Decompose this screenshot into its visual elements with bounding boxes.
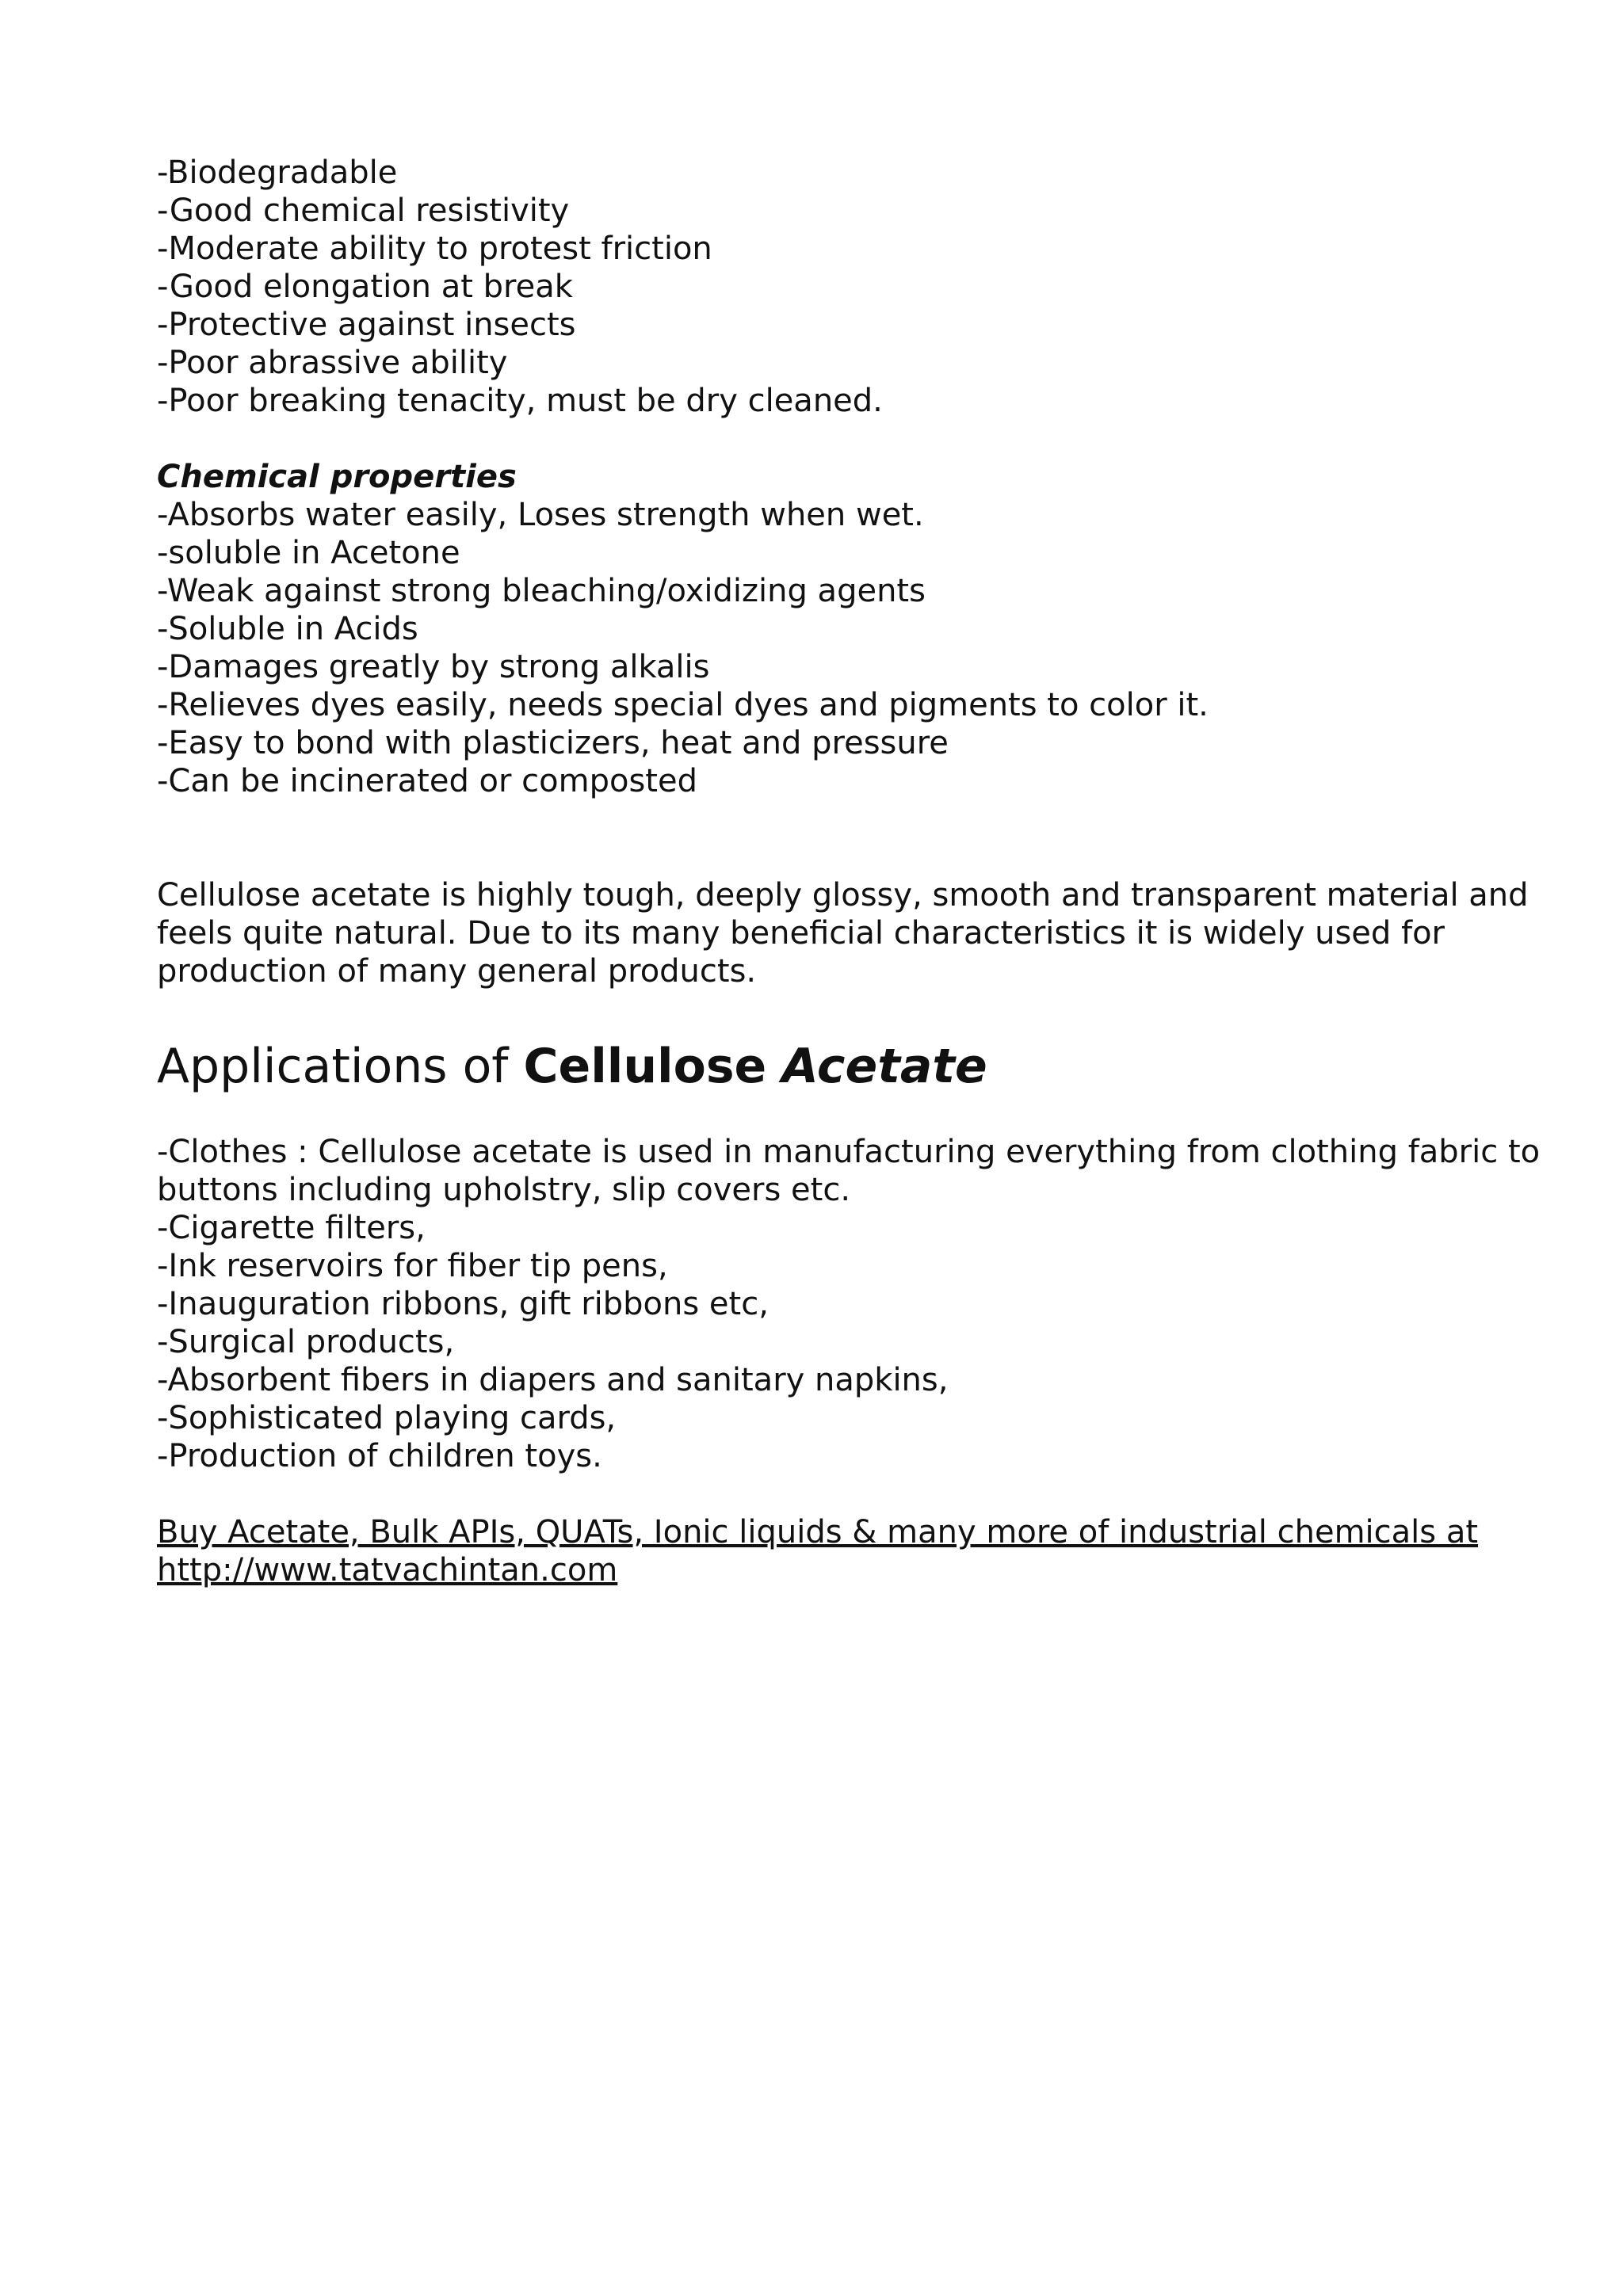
heading-bold-italic: Acetate bbox=[781, 1039, 987, 1094]
document-content bbox=[157, 154, 1541, 1589]
list-item: -Production of children toys. bbox=[157, 1438, 602, 1474]
applications-heading bbox=[157, 1038, 1472, 1095]
list-item: -Easy to bond with plasticizers, heat and pressure bbox=[157, 725, 949, 761]
spacer bbox=[157, 1475, 1472, 1513]
list-item: -Good chemical resistivity bbox=[157, 193, 570, 229]
list-item: -Good elongation at break bbox=[157, 269, 573, 305]
list-item: buttons including upholstry, slip covers etc. bbox=[157, 1172, 851, 1208]
list-item: -Poor abrassive ability bbox=[157, 345, 508, 381]
paragraph-line: Cellulose acetate is highly tough, deeply glossy, smooth and transparent material and bbox=[157, 877, 1529, 913]
list-item: -Absorbent fibers in diapers and sanitary napkins, bbox=[157, 1362, 949, 1398]
spacer bbox=[157, 420, 1472, 458]
applications-list bbox=[157, 1133, 1541, 1475]
list-item: -Protective against insects bbox=[157, 307, 576, 343]
list-item: -Soluble in Acids bbox=[157, 611, 418, 647]
heading-prefix: Applications of bbox=[157, 1039, 524, 1094]
list-item: -Biodegradable bbox=[157, 154, 398, 191]
list-item: -Poor breaking tenacity, must be dry cleaned. bbox=[157, 383, 883, 419]
footer-link-line[interactable]: Buy Acetate, Bulk APIs, QUATs, Ionic liquids & many more of industrial chemicals at bbox=[157, 1514, 1479, 1550]
paragraph-line: feels quite natural. Due to its many beneficial characteristics it is widely used for bbox=[157, 915, 1445, 952]
list-item: -Absorbs water easily, Loses strength when wet. bbox=[157, 497, 924, 533]
list-item: -Can be incinerated or composted bbox=[157, 763, 697, 799]
summary-paragraph bbox=[157, 876, 1529, 990]
list-item: -Moderate ability to protest friction bbox=[157, 231, 712, 267]
website-link[interactable]: http://www.tatvachintan.com bbox=[157, 1552, 618, 1589]
list-item: -soluble in Acetone bbox=[157, 535, 460, 571]
list-item: -Surgical products, bbox=[157, 1324, 455, 1360]
list-item: -Relieves dyes easily, needs special dyes and pigments to color it. bbox=[157, 687, 1209, 723]
list-item: -Inauguration ribbons, gift ribbons etc, bbox=[157, 1286, 769, 1322]
list-item: -Sophisticated playing cards, bbox=[157, 1400, 617, 1436]
section-heading: Chemical properties bbox=[157, 459, 517, 495]
footer-link-block[interactable] bbox=[157, 1513, 1479, 1589]
list-item: -Damages greatly by strong alkalis bbox=[157, 649, 710, 685]
spacer bbox=[157, 800, 1472, 876]
list-item: -Cigarette filters, bbox=[157, 1210, 426, 1246]
paragraph-line: production of many general products. bbox=[157, 953, 757, 990]
list-item: -Ink reservoirs for fiber tip pens, bbox=[157, 1248, 668, 1284]
list-item: -Clothes : Cellulose acetate is used in manufacturing everything from clothing fabric to bbox=[157, 1134, 1541, 1170]
chemical-properties-section bbox=[157, 458, 1472, 800]
heading-bold: Cellulose bbox=[523, 1039, 767, 1094]
list-item: -Weak against strong bleaching/oxidizing agents bbox=[157, 573, 926, 609]
properties-list bbox=[157, 154, 1472, 420]
